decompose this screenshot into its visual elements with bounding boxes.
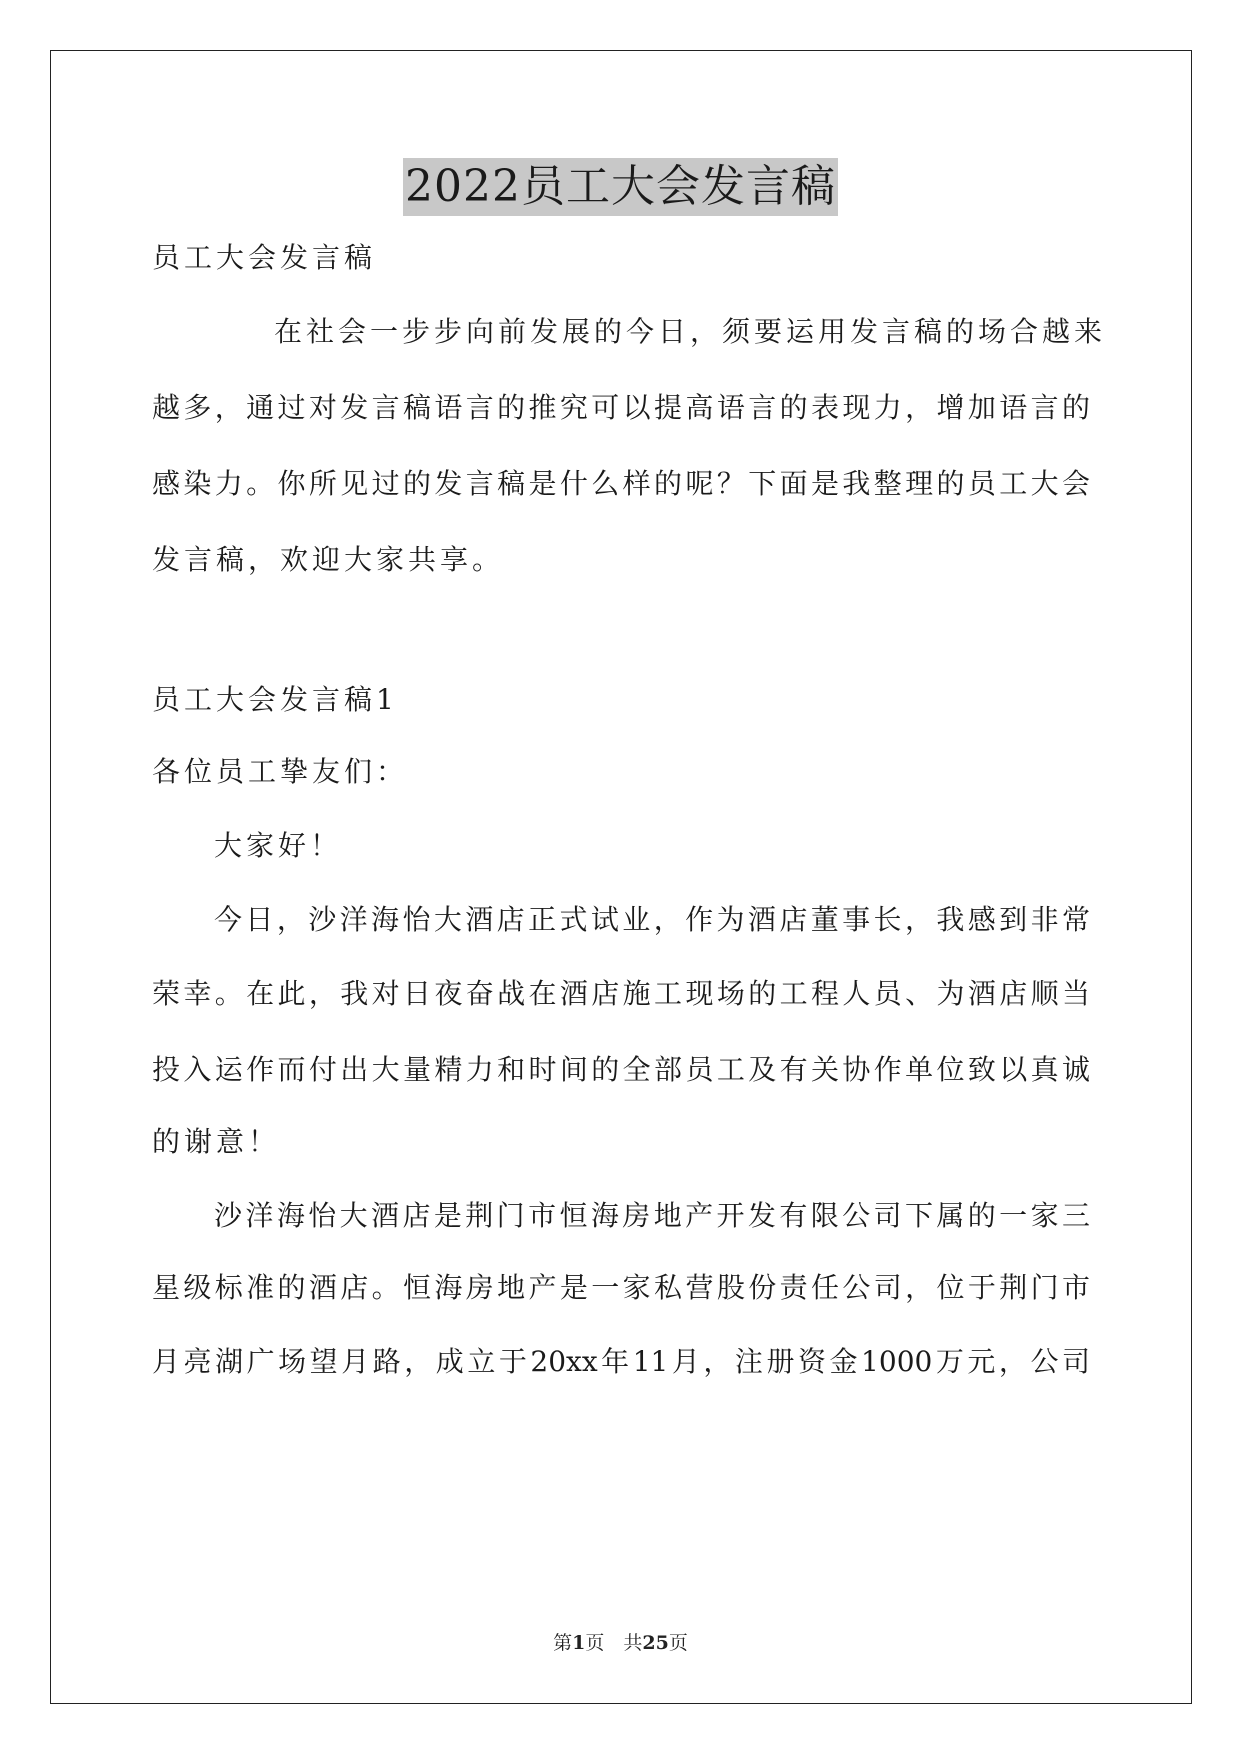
- paragraph-line: 发言稿，欢迎大家共享。: [152, 543, 505, 576]
- section-heading: 员工大会发言稿1: [152, 683, 398, 716]
- page-suffix: 页: [668, 1632, 688, 1654]
- paragraph-line: 投入运作而付出大量精力和时间的全部员工及有关协作单位致以真诚: [152, 1053, 1090, 1086]
- paragraph-line: 星级标准的酒店。恒海房地产是一家私营股份责任公司，位于荆门市: [152, 1271, 1090, 1304]
- page-footer: [0, 1630, 1241, 1656]
- current-page-number: 1: [572, 1632, 586, 1654]
- subtitle-line: 员工大会发言稿: [152, 241, 377, 274]
- page-mid: 页 共: [585, 1632, 643, 1654]
- title-container: [0, 158, 1241, 216]
- paragraph-line: 的谢意！: [152, 1125, 281, 1158]
- page-prefix: 第: [553, 1632, 573, 1654]
- paragraph-line: 沙洋海怡大酒店是荆门市恒海房地产开发有限公司下属的一家三: [214, 1199, 1090, 1232]
- paragraph-line: 今日，沙洋海怡大酒店正式试业，作为酒店董事长，我感到非常: [214, 903, 1090, 936]
- salutation-line: 各位员工挚友们：: [152, 755, 409, 788]
- greeting-line: 大家好！: [214, 829, 343, 862]
- paragraph-line: 月亮湖广场望月路，成立于20xx年11月，注册资金1000万元，公司: [152, 1345, 1090, 1378]
- document-title: 2022员工大会发言稿: [403, 158, 838, 216]
- paragraph-line: 感染力。你所见过的发言稿是什么样的呢？下面是我整理的员工大会: [152, 467, 1090, 500]
- paragraph-line: 越多，通过对发言稿语言的推究可以提高语言的表现力，增加语言的: [152, 391, 1090, 424]
- paragraph-line: 在社会一步步向前发展的今日，须要运用发言稿的场合越来: [274, 315, 1107, 348]
- page-border: [50, 50, 1192, 1704]
- total-page-number: 25: [642, 1632, 669, 1654]
- paragraph-line: 荣幸。在此，我对日夜奋战在酒店施工现场的工程人员、为酒店顺当: [152, 977, 1090, 1010]
